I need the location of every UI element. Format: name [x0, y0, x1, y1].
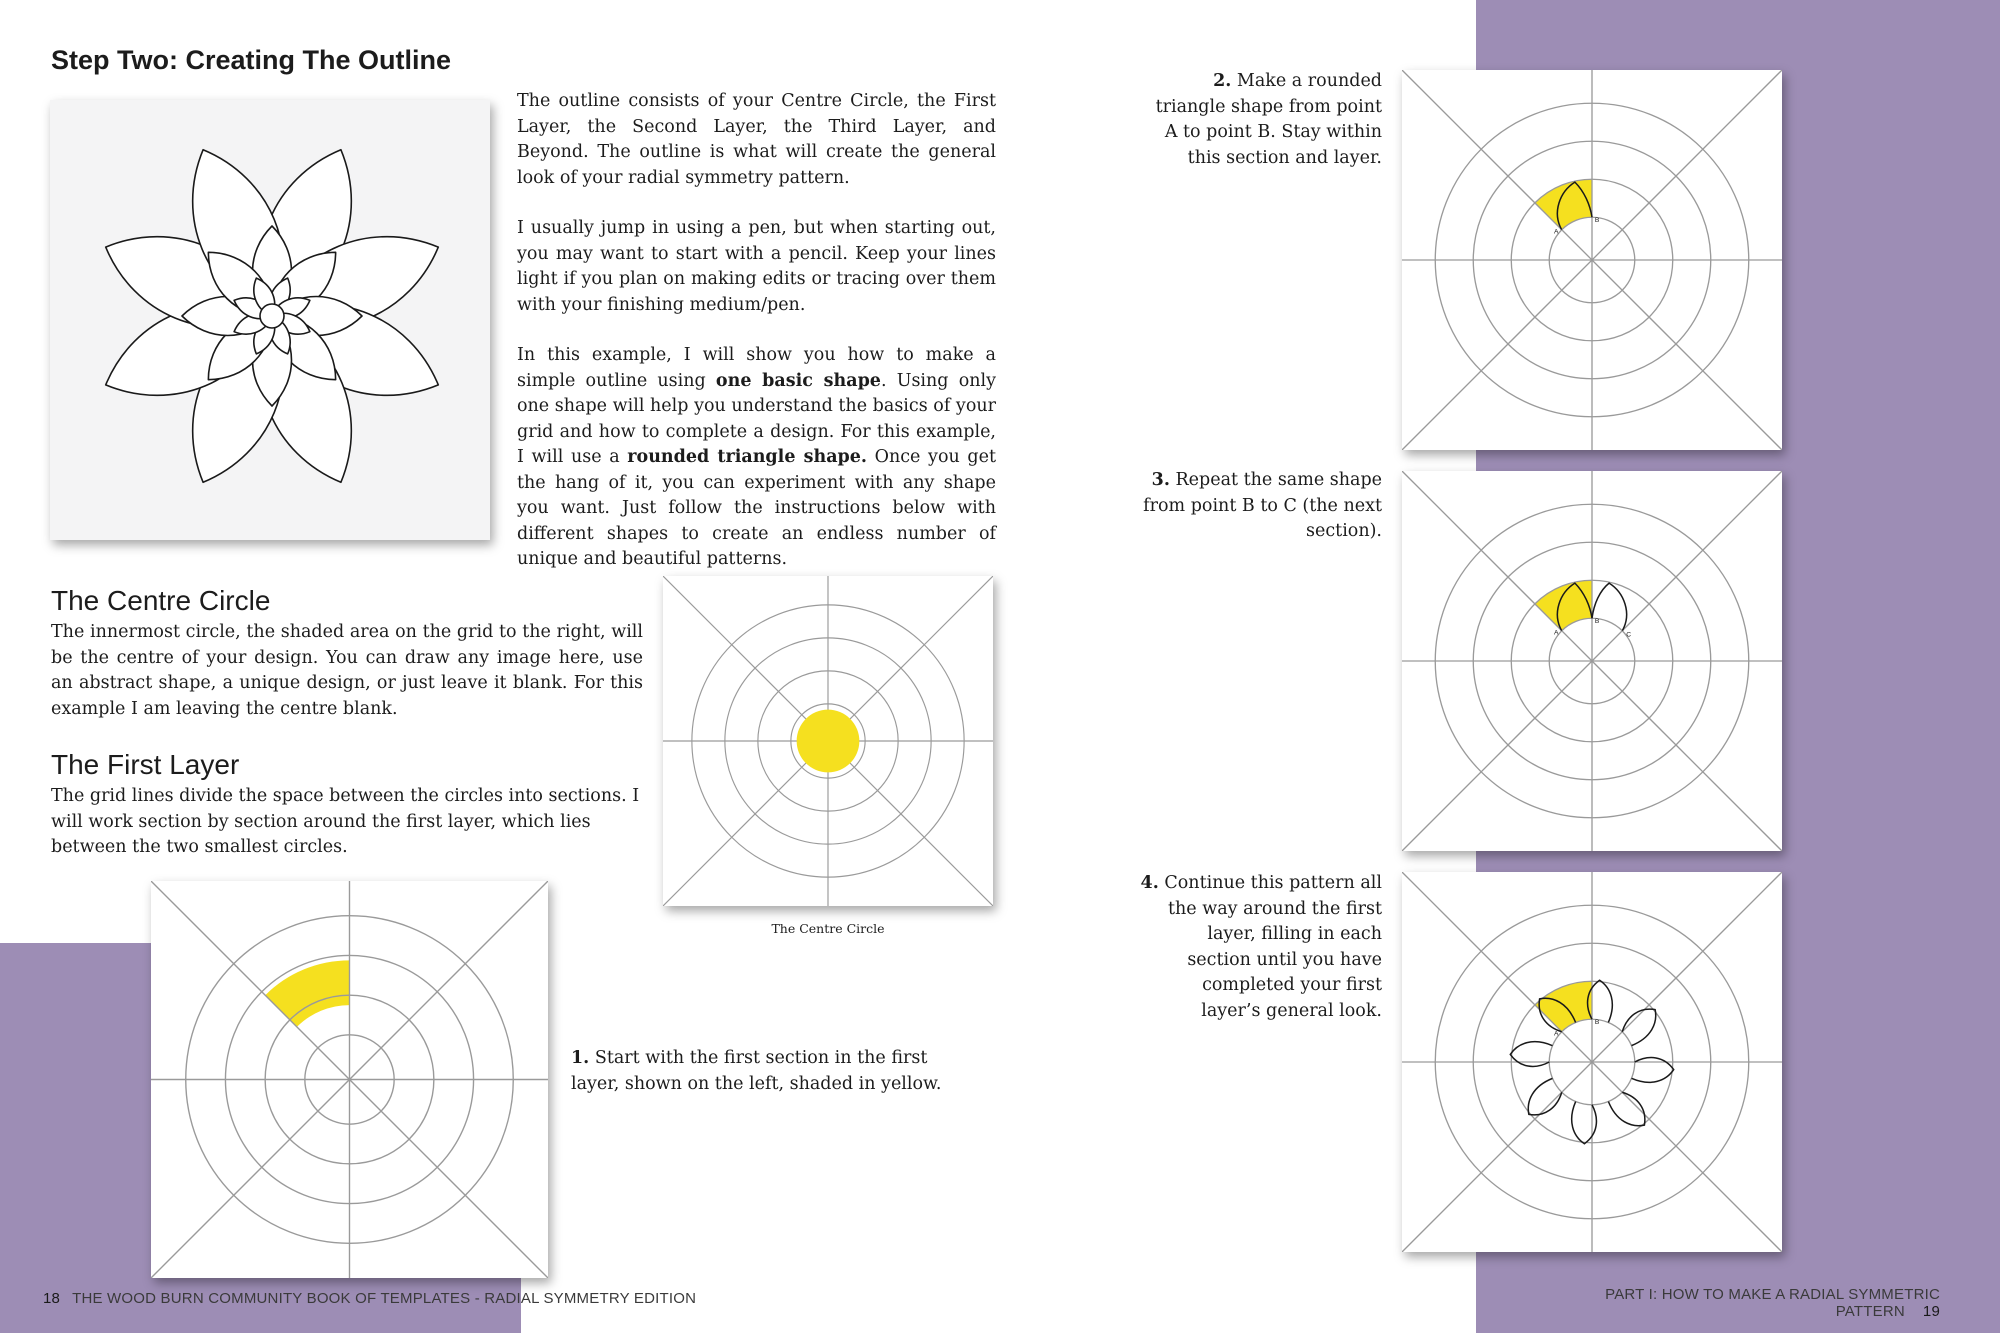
- footer-left: [43, 1290, 696, 1307]
- centre-circle-heading: The Centre Circle: [51, 585, 271, 616]
- step4-text: 4. Continue this pattern all the way around the first layer, filling in each section until you have completed your first layer’s general look.: [1140, 873, 1382, 1021]
- intro-paragraph-2: I usually jump in using a pen, but when starting out, you may want to start with a pencil. Keep your lines light if you plan on making edits or tracing over them with your finishing medium/pen.: [517, 218, 996, 315]
- step4-grid-card: [1402, 872, 1782, 1252]
- intro-text: [517, 89, 996, 573]
- first-layer-heading: The First Layer: [51, 749, 240, 780]
- intro-paragraph-1: The outline consists of your Centre Circle, the First Layer, the Second Layer, the Third Layer, and Beyond. The outline is what will create the general look of your radial symmetry pattern.: [517, 91, 996, 188]
- step2-grid-card: [1402, 70, 1782, 450]
- bold-rounded-triangle: rounded triangle shape.: [627, 447, 867, 467]
- step1-text: 1. Start with the first section in the first layer, shown on the left, shaded in yellow.: [571, 1048, 942, 1094]
- radial-grid-icon: [1402, 471, 1782, 851]
- right-footer-text: PART I: HOW TO MAKE A RADIAL SYMMETRIC PATTERN: [1605, 1286, 1940, 1320]
- centre-circle-caption: The Centre Circle: [771, 921, 885, 936]
- radial-grid-icon: [1402, 70, 1782, 450]
- left-page-number: 18: [43, 1290, 61, 1307]
- footer-right: [1500, 1286, 1940, 1320]
- page-title: Step Two: Creating The Outline: [51, 45, 452, 75]
- point-label-c: C: [1626, 631, 1631, 639]
- radial-grid-icon: [151, 881, 548, 1278]
- centre-circle-grid-card: [663, 576, 993, 906]
- point-label-a: A: [1554, 629, 1559, 637]
- point-label-b: B: [1594, 1019, 1600, 1026]
- right-page-number: 19: [1922, 1303, 1940, 1320]
- step3-text: 3. Repeat the same shape from point B to C (the next section).: [1143, 470, 1382, 541]
- mandala-flower-outline-icon: [50, 100, 490, 540]
- centre-circle-text: The innermost circle, the shaded area on the grid to the right, will be the centre of your design. You can draw any image here, use an abstract shape, a unique design, or just leave it blank. For this example I am leaving the centre blank.: [51, 622, 643, 719]
- point-label-b: B: [1594, 217, 1600, 224]
- point-label-a: A: [1554, 1030, 1559, 1038]
- left-footer-text: THE WOOD BURN COMMUNITY BOOK OF TEMPLATES - RADIAL SYMMETRY EDITION: [72, 1290, 697, 1307]
- radial-grid-icon: [663, 576, 993, 906]
- first-layer-text: The grid lines divide the space between the circles into sections. I will work section by section around the first layer, which lies between the two smallest circles.: [51, 786, 640, 857]
- point-label-b: B: [1594, 618, 1600, 625]
- point-label-a: A: [1554, 228, 1559, 236]
- step3-grid-card: [1402, 471, 1782, 851]
- bold-one-basic-shape: one basic shape: [715, 370, 881, 391]
- step2-text: 2. Make a rounded triangle shape from point A to point B. Stay within this section and layer.: [1155, 71, 1382, 168]
- radial-grid-icon: [1402, 872, 1782, 1252]
- flower-illustration: [50, 100, 490, 540]
- intro-paragraph-3: In this example, I will show you how to make a simple outline using one basic shape. Using only one shape will help you understand the basics of your grid and how to complete a design. For this example, I will use a rounded triangle shape. Once you get the hang of it, you can experiment with any shape you want. Just follow the instructions below with different shapes to create an endless number of unique and beautiful patterns.: [517, 345, 996, 569]
- step1-grid-card: [151, 881, 548, 1278]
